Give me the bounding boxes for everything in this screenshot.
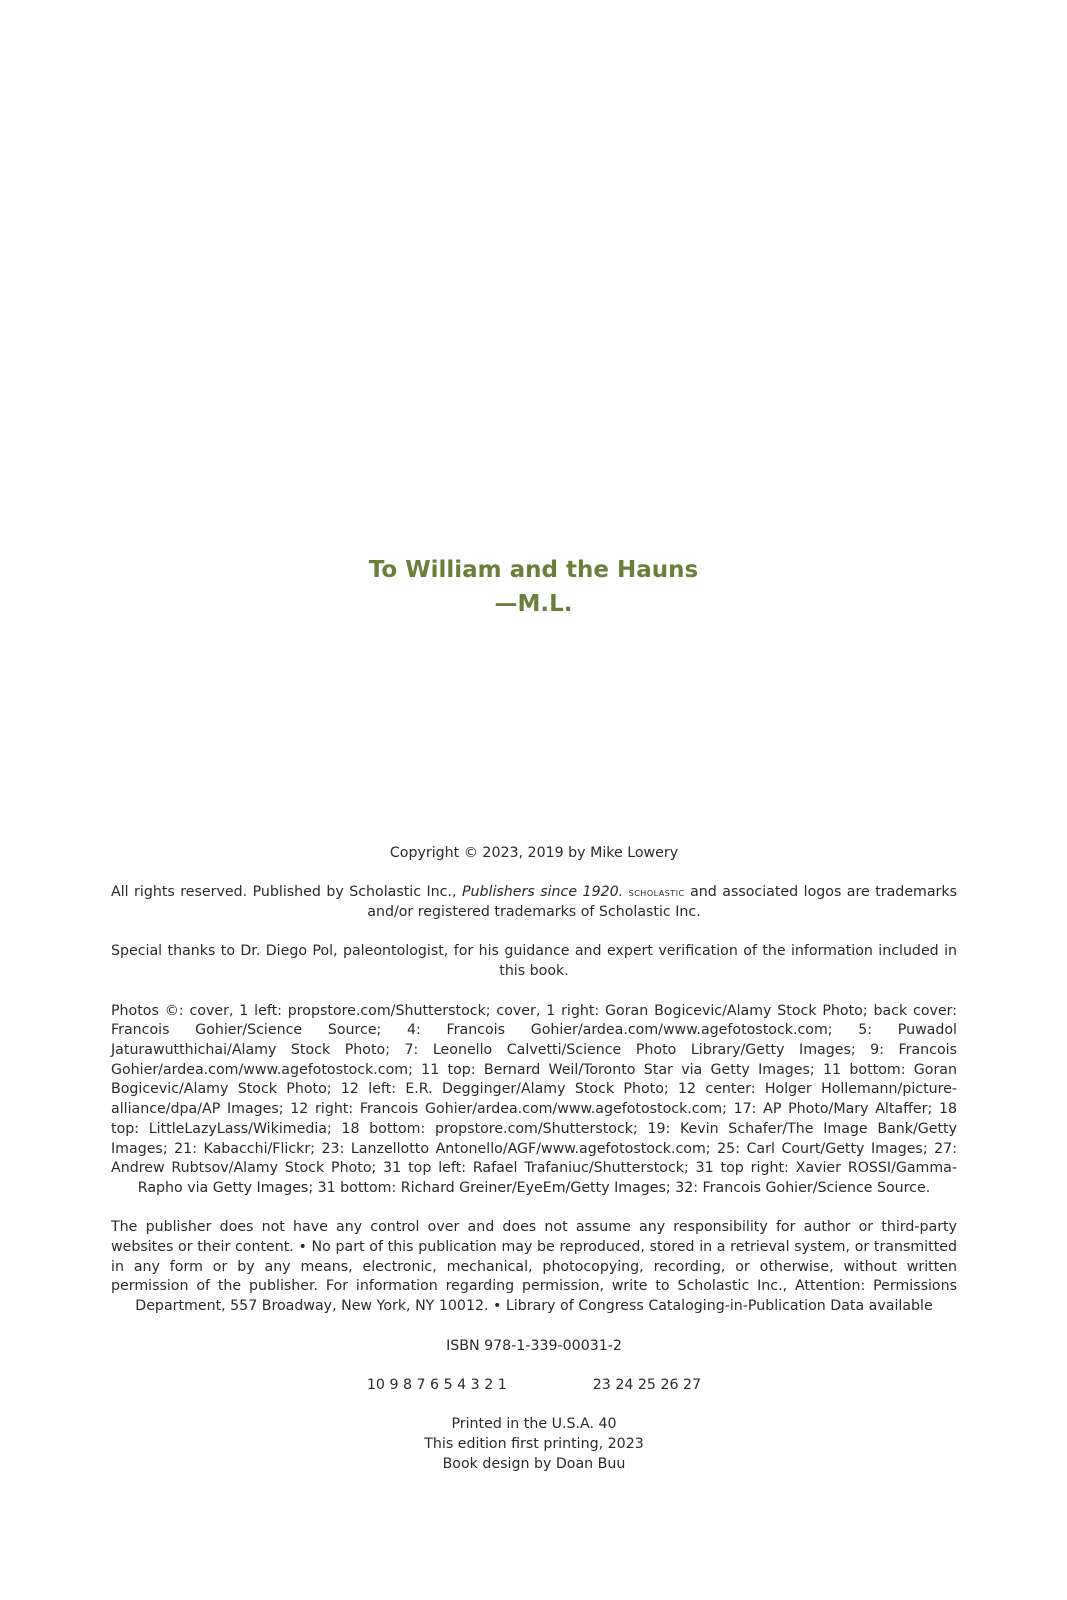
special-thanks: Special thanks to Dr. Diego Pol, paleontologist, for his guidance and expert verification of the information included in this book. [111, 943, 957, 980]
book-design-credit: Book design by Doan Buu [442, 1455, 626, 1472]
publisher-disclaimer: The publisher does not have any control over and does not assume any responsibility for author or third-party websites or their content. • No part of this publication may be reproduced, stored in a retrieval system, or transmitted in any form or by any means, electronic, mechanical, photocopying, recording, or otherwise, without written permission of the publisher. For information regarding permission, write to Scholastic Inc., Attention: Permissions Department, 557 Broadway, New York, NY 10012. • Library of Congress Cataloging-in-Publication Data available [111, 1219, 957, 1315]
rights-italic: Publishers since 1920. [461, 884, 624, 901]
isbn: ISBN 978-1-339-00031-2 [446, 1337, 622, 1354]
rights-statement [111, 883, 957, 922]
rights-text: All rights reserved. Published by Scholastic Inc., [111, 884, 462, 901]
dedication-line: To William and the Hauns [368, 557, 699, 583]
copyright-block [111, 844, 957, 1474]
rights-text-2: and associated logos are trademarks and/or registered trademarks of Scholastic Inc. [367, 884, 957, 921]
printing-years: 23 24 25 26 27 [592, 1376, 702, 1393]
copyright-notice: Copyright © 2023, 2019 by Mike Lowery [389, 845, 679, 861]
edition-note: This edition first printing, 2023 [424, 1435, 644, 1452]
printing-line [111, 1376, 957, 1396]
printed-in: Printed in the U.S.A. 40 [451, 1416, 617, 1433]
dedication-signature: —M.L. [494, 591, 573, 617]
dedication [0, 553, 1067, 621]
printing-numbers: 10 9 8 7 6 5 4 3 2 1 [366, 1376, 507, 1393]
scholastic-wordmark: scholastic [628, 885, 685, 900]
photo-credits: Photos ©: cover, 1 left: propstore.com/Shutterstock; cover, 1 right: Goran Bogicevic/Alamy Stock Photo; back cover: Francois Gohier/Science Source; 4: Francois Gohier/ardea.com/www.agefotostock.com; 5: Puwadol Jaturawutthichai/Alamy Stock Photo; 7: Leonello Calvetti/Science Photo Library/Getty Images; 9: Francois Gohier/ardea.com/www.agefotostock.com; 11 top: Bernard Weil/Toronto Star via Getty Images; 11 bottom: Goran Bogicevic/Alamy Stock Photo; 12 left: E.R. Degginger/Alamy Stock Photo; 12 center: Holger Hollemann/picture-alliance/dpa/AP Images; 12 right: Francois Gohier/ardea.com/www.agefotostock.com; 17: AP Photo/Mary Altaffer; 18 top: LittleLazyLass/Wikimedia; 18 bottom: propstore.com/Shutterstock; 19: Kevin Schafer/The Image Bank/Getty Images; 21: Kabacchi/Flickr; 23: Lanzellotto Antonello/AGF/www.agefotostock.com; 25: Carl Court/Getty Images; 27: Andrew Rubtsov/Alamy Stock Photo; 31 top left: Rafael Trafaniuc/Shutterstock; 31 top right: Xavier ROSSI/Gamma-Rapho via Getty Images; 31 bottom: Richard Greiner/EyeEm/Getty Images; 32: Francois Gohier/Science Source. [111, 1002, 957, 1196]
